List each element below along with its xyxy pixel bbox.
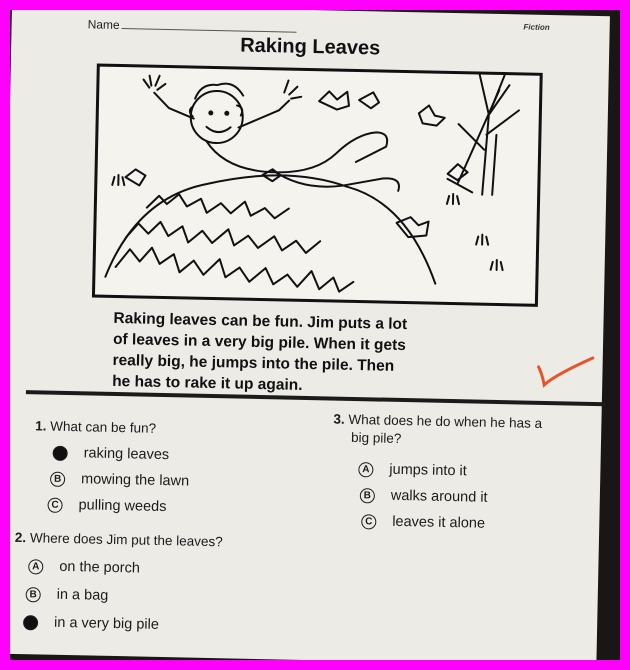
story-line: Raking leaves can be fun. Jim puts a lot xyxy=(113,309,408,334)
answer-option[interactable] xyxy=(358,461,467,479)
answer-bubble[interactable]: C xyxy=(361,514,376,529)
answer-text: leaves it alone xyxy=(392,513,486,532)
answer-bubble[interactable]: B xyxy=(360,488,375,503)
story-illustration xyxy=(92,64,543,307)
answer-bubble[interactable]: C xyxy=(47,497,62,512)
answer-option[interactable] xyxy=(360,487,488,506)
story-line: he has to rake it up again. xyxy=(112,372,303,394)
worksheet-title: Raking Leaves xyxy=(239,34,381,60)
question-prompt-continued: big pile? xyxy=(350,429,402,446)
genre-label: Fiction xyxy=(523,22,550,33)
answer-option[interactable] xyxy=(361,513,485,532)
answer-bubble[interactable]: B xyxy=(50,471,65,486)
answer-text: walks around it xyxy=(390,487,488,506)
answer-option[interactable] xyxy=(26,586,109,604)
answer-text: in a bag xyxy=(56,586,109,604)
worksheet-paper xyxy=(10,10,610,660)
story-paragraph xyxy=(112,308,534,401)
answer-text: raking leaves xyxy=(83,445,170,464)
answer-bubble-filled[interactable]: C xyxy=(23,615,38,630)
answer-text: in a very big pile xyxy=(53,614,160,633)
teacher-check-mark-icon xyxy=(534,353,595,390)
answer-option[interactable] xyxy=(50,471,189,490)
answer-bubble[interactable]: A xyxy=(28,559,43,574)
question-prompt: What can be fun? xyxy=(50,418,157,436)
story-line: of leaves in a very big pile. When it gets xyxy=(112,330,407,355)
answer-option[interactable] xyxy=(28,558,140,576)
question-number: 3. xyxy=(333,411,345,427)
answer-text: on the porch xyxy=(59,558,141,577)
answer-bubble[interactable]: B xyxy=(26,587,41,602)
question-number: 1. xyxy=(35,418,47,434)
answer-text: jumps into it xyxy=(389,461,467,480)
name-label: Name xyxy=(87,17,120,32)
question-prompt: Where does Jim put the leaves? xyxy=(29,530,223,550)
question-number: 2. xyxy=(14,529,27,546)
story-line: really big, he jumps into the pile. Then xyxy=(112,351,395,375)
answer-option[interactable] xyxy=(47,497,166,515)
question-2 xyxy=(15,530,223,549)
boy-jumping-in-leaves-illustration xyxy=(95,67,540,304)
answer-option[interactable] xyxy=(53,445,170,463)
answer-text: mowing the lawn xyxy=(80,471,190,490)
question-prompt: What does he do when he has a xyxy=(348,411,543,431)
answer-option[interactable] xyxy=(23,614,159,633)
question-1 xyxy=(35,418,156,436)
answer-text: pulling weeds xyxy=(78,497,167,516)
answer-bubble-filled[interactable]: A xyxy=(53,445,68,460)
answer-bubble[interactable]: A xyxy=(358,462,373,477)
photo-frame xyxy=(10,10,620,660)
question-3 xyxy=(333,411,542,451)
